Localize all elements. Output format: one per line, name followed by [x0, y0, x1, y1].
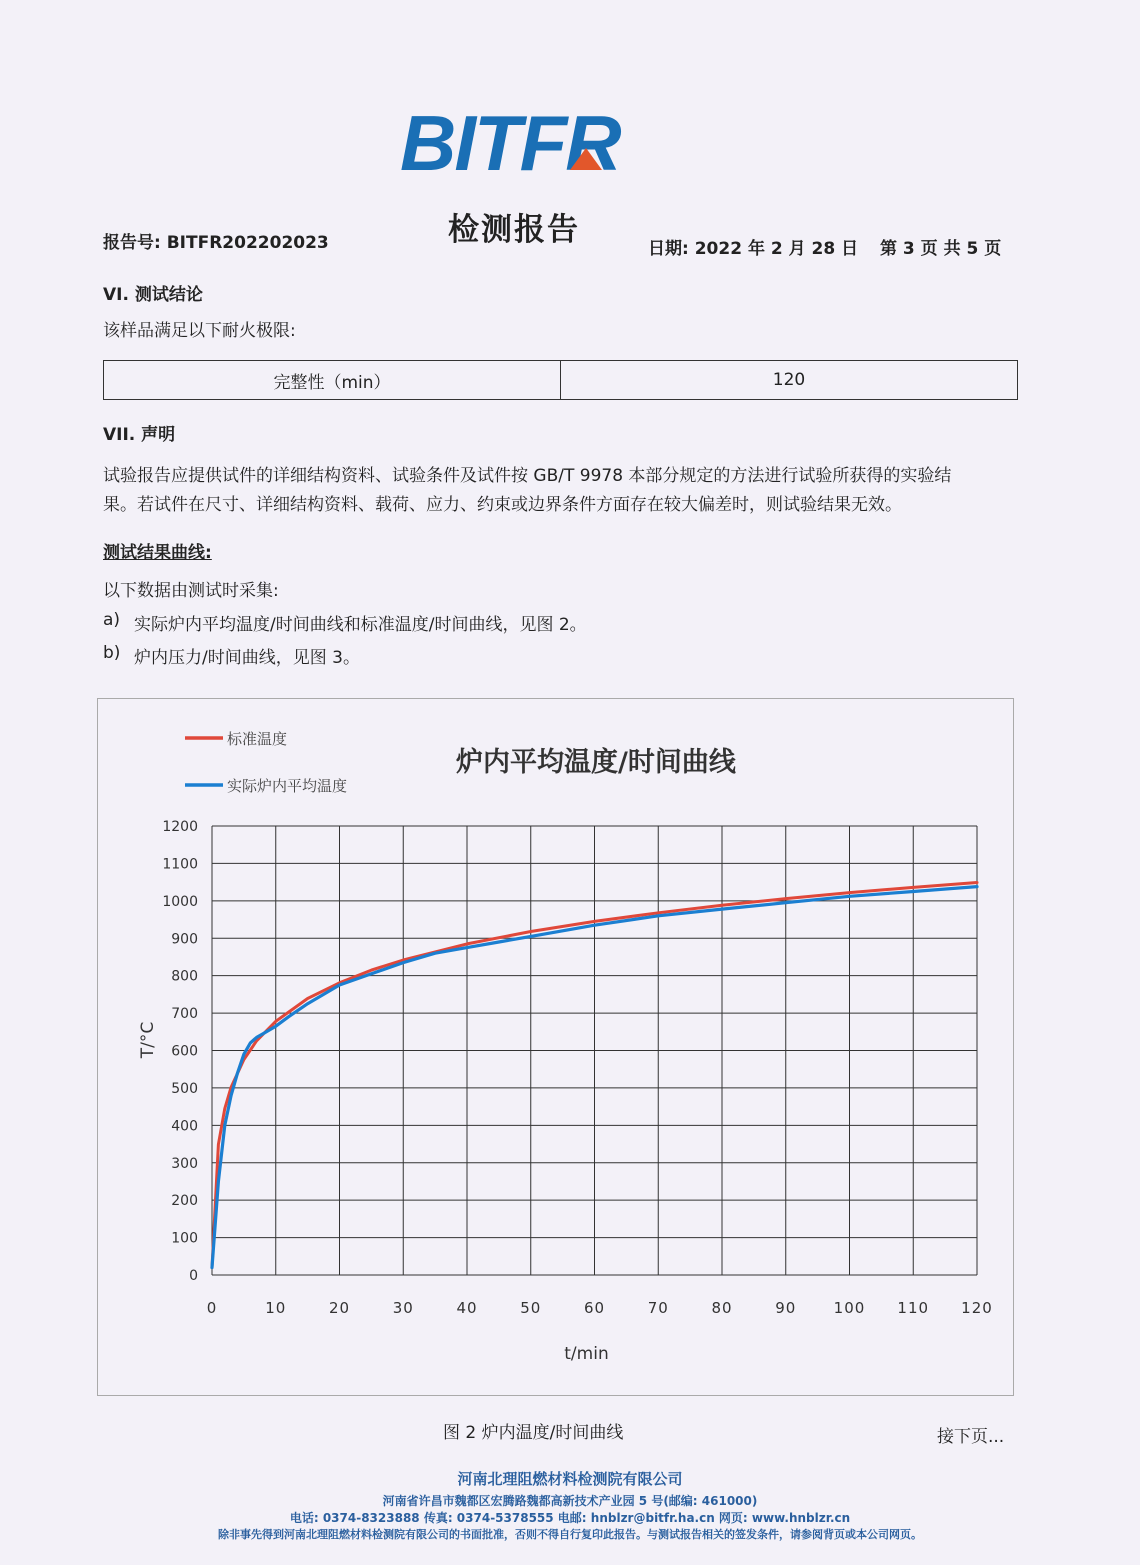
- y-tick-label: 1000: [162, 893, 198, 910]
- section-6-heading: VI. 测试结论: [103, 285, 203, 305]
- legend-label-2: 实际炉内平均温度: [227, 777, 348, 795]
- statement-line-1: 试验报告应提供试件的详细结构资料、试验条件及试件按 GB/T 9978 本部分规定的方法进行试验所获得的实验结: [103, 466, 952, 486]
- curves-intro: 以下数据由测试时采集:: [103, 581, 279, 601]
- x-tick-label: 50: [520, 1299, 542, 1317]
- legend-label-1: 标准温度: [227, 730, 288, 748]
- result-value: 120: [561, 361, 1018, 400]
- y-axis-label: T/°C: [138, 1021, 158, 1059]
- y-tick-label: 600: [171, 1043, 198, 1060]
- result-label: 完整性（min）: [104, 361, 561, 400]
- footer-notice: 除非事先得到河南北理阻燃材料检测院有限公司的书面批准，否则不得自行复印此报告。与测试报告相关的签发条件，请参阅背页或本公司网页。: [218, 1528, 922, 1541]
- section-7-heading: VII. 声明: [103, 425, 176, 445]
- item-a-label: a): [103, 610, 121, 630]
- y-tick-label: 700: [171, 1006, 198, 1023]
- x-tick-label: 100: [833, 1299, 866, 1317]
- bitfr-logo: BITFR: [400, 99, 620, 187]
- item-b-label: b): [103, 643, 121, 663]
- footer-address: 河南省许昌市魏都区宏腾路魏都高新技术产业园 5 号(邮编: 461000): [382, 1494, 758, 1508]
- y-tick-label: 200: [171, 1193, 198, 1210]
- section-6-intro: 该样品满足以下耐火极限:: [103, 321, 296, 341]
- y-tick-label: 100: [171, 1230, 198, 1247]
- y-tick-label: 400: [171, 1118, 198, 1135]
- curves-heading: 测试结果曲线:: [103, 543, 212, 563]
- x-tick-label: 70: [647, 1299, 669, 1317]
- x-tick-label: 10: [265, 1299, 287, 1317]
- y-tick-label: 1100: [162, 856, 198, 873]
- y-tick-label: 0: [189, 1268, 198, 1284]
- footer-contact: 电话: 0374-8323888 传真: 0374-5378555 电邮: hnblzr@bitfr.ha.cn 网页: www.hnblzr.cn: [289, 1511, 851, 1525]
- x-tick-label: 110: [897, 1299, 930, 1317]
- footer-org: 河南北理阻燃材料检测院有限公司: [457, 1470, 683, 1488]
- x-axis-label: t/min: [564, 1344, 609, 1364]
- x-tick-label: 20: [328, 1299, 351, 1317]
- x-tick-label: 0: [206, 1299, 218, 1317]
- y-tick-label: 900: [171, 931, 198, 948]
- x-tick-label: 40: [456, 1299, 478, 1317]
- continued-note: 接下页...: [937, 1427, 1005, 1447]
- figure-caption: 图 2 炉内温度/时间曲线: [443, 1423, 624, 1443]
- report-title: 检测报告: [448, 212, 580, 248]
- x-tick-label: 120: [961, 1299, 993, 1317]
- item-a-text: 实际炉内平均温度/时间曲线和标准温度/时间曲线，见图 2。: [134, 615, 587, 635]
- y-tick-label: 800: [171, 968, 198, 985]
- x-tick-label: 90: [775, 1299, 797, 1317]
- item-b-text: 炉内压力/时间曲线，见图 3。: [134, 648, 360, 668]
- y-tick-label: 500: [171, 1080, 198, 1097]
- report-number: 报告号: BITFR202202023: [103, 233, 329, 253]
- x-tick-label: 80: [711, 1299, 733, 1317]
- y-tick-label: 1200: [162, 819, 198, 835]
- y-tick-label: 300: [171, 1155, 198, 1172]
- page-indicator: 第 3 页 共 5 页: [880, 239, 1002, 259]
- statement-line-2: 果。若试件在尺寸、详细结构资料、载荷、应力、约束或边界条件方面存在较大偏差时，则试验结果无效。: [103, 495, 902, 515]
- x-tick-label: 60: [583, 1299, 606, 1317]
- chart-title: 炉内平均温度/时间曲线: [456, 747, 736, 778]
- report-date: 日期: 2022 年 2 月 28 日: [648, 239, 859, 259]
- x-tick-label: 30: [392, 1299, 414, 1317]
